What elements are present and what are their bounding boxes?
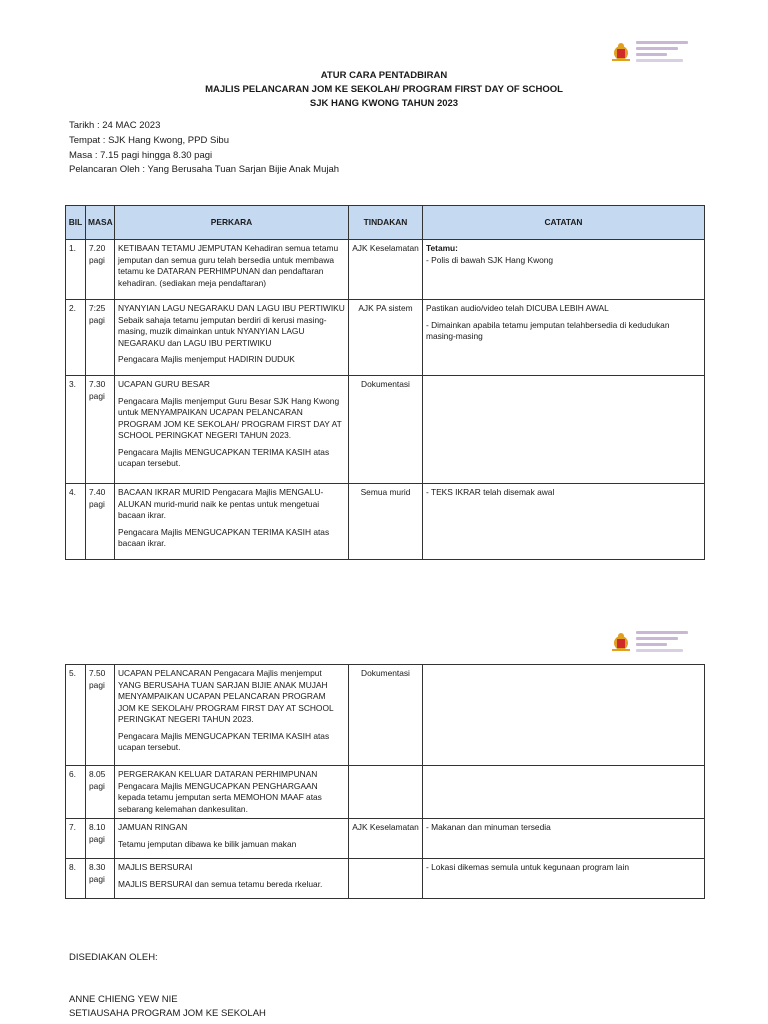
perkara-paragraph: KETIBAAN TETAMU JEMPUTAN Kehadiran semua tetamu jemputan dan semua guru telah bersedia untuk membawa tetamu ke DATARAN PERHIMPUNAN dan pendaftaran kehadiran. (sediakan meja pendaftaran)	[118, 243, 339, 288]
cell-tindakan: Dokumentasi	[349, 665, 423, 766]
cell-tindakan: AJK PA sistem	[349, 300, 423, 376]
kpm-logo	[610, 37, 690, 67]
cell-bil: 6.	[66, 766, 86, 819]
perkara-paragraph: BACAAN IKRAR MURID Pengacara Majlis MENGALU-ALUKAN murid-murid naik ke pentas untuk mengetuai bacaan ikrar.	[118, 487, 324, 520]
logo-text	[636, 41, 688, 65]
cell-catatan	[423, 859, 705, 899]
title-line-3: SJK HANG KWONG TAHUN 2023	[309, 98, 459, 109]
cell-perkara	[115, 376, 349, 484]
preparer-name: ANNE CHIENG YEW NIE	[69, 994, 178, 1005]
cell-bil: 8.	[66, 859, 86, 899]
cell-tindakan	[349, 766, 423, 819]
cell-bil: 1.	[66, 240, 86, 300]
cell-catatan	[423, 484, 705, 560]
perkara-paragraph: Tetamu jemputan dibawa ke bilik jamuan makan	[118, 838, 297, 849]
cell-bil: 4.	[66, 484, 86, 560]
cell-bil: 3.	[66, 376, 86, 484]
agenda-table-2	[65, 664, 705, 899]
catatan-paragraph: - Makanan dan minuman tersedia	[426, 822, 551, 832]
title-line-1: ATUR CARA PENTADBIRAN	[320, 70, 448, 81]
perkara-paragraph: JAMUAN RINGAN	[118, 822, 188, 832]
perkara-paragraph: MAJLIS BERSURAI dan semua tetamu bereda rkeluar.	[118, 878, 323, 889]
perkara-paragraph: MAJLIS BERSURAI	[118, 862, 193, 872]
perkara-paragraph: Pengacara Majlis menjemput Guru Besar SJK Hang Kwong untuk MENYAMPAIKAN UCAPAN PELANCARAN PROGRAM JOM KE SEKOLAH/ PROGRAM FIRST DAY AT SCHOOL PERINGKAT NEGERI TAHUN 2023.	[118, 395, 342, 440]
title-line-2: MAJLIS PELANCARAN JOM KE SEKOLAH/ PROGRAM FIRST DAY OF SCHOOL	[205, 84, 563, 95]
meta-tempat: Tempat : SJK Hang Kwong, PPD Sibu	[69, 135, 229, 146]
cell-masa: 7.40 pagi	[86, 484, 115, 560]
agenda-table-1	[65, 205, 705, 560]
perkara-paragraph: PERGERAKAN KELUAR DATARAN PERHIMPUNAN Pengacara Majlis MENGUCAPKAN PENGHARGAAN kepada tetamu jemputan serta MEMOHON MAAF atas sebarang kelemahan dankesulitan.	[118, 769, 322, 814]
perkara-paragraph: Pengacara Majlis MENGUCAPKAN TERIMA KASIH atas ucapan tersebut.	[118, 446, 330, 468]
cell-masa: 7:25 pagi	[86, 300, 115, 376]
crest-icon	[610, 631, 632, 653]
header-masa: MASA	[86, 206, 115, 240]
cell-tindakan: Dokumentasi	[349, 376, 423, 484]
meta-pelancaran: Pelancaran Oleh : Yang Berusaha Tuan Sarjan Bijie Anak Mujah	[69, 164, 340, 175]
cell-perkara	[115, 766, 349, 819]
cell-perkara	[115, 665, 349, 766]
perkara-paragraph: Pengacara Majlis MENGUCAPKAN TERIMA KASIH atas ucapan tersebut.	[118, 730, 330, 752]
catatan-paragraph: - Lokasi dikemas semula untuk kegunaan program lain	[426, 862, 629, 872]
cell-bil: 7.	[66, 819, 86, 859]
perkara-paragraph: UCAPAN GURU BESAR	[118, 379, 210, 389]
table-row	[66, 766, 705, 819]
cell-tindakan: AJK Keselamatan	[349, 240, 423, 300]
cell-catatan	[423, 819, 705, 859]
header-tindakan: TINDAKAN	[349, 206, 423, 240]
perkara-paragraph: NYANYIAN LAGU NEGARAKU DAN LAGU IBU PERTIWIKU Sebaik sahaja tetamu jemputan berdiri di kerusi masing-masing, muzik dimainkan untuk NYANYIAN LAGU NEGARAKU dan LAGU IBU PERTIWIKU	[118, 303, 345, 348]
cell-tindakan	[349, 859, 423, 899]
cell-perkara	[115, 484, 349, 560]
table-row	[66, 300, 705, 376]
catatan-paragraph: - Dimainkan apabila tetamu jemputan telahbersedia di kedudukan masing-masing	[426, 319, 670, 341]
catatan-paragraph: - TEKS IKRAR telah disemak awal	[426, 487, 555, 497]
cell-catatan	[423, 665, 705, 766]
table-row	[66, 240, 705, 300]
catatan-paragraph: Pastikan audio/video telah DICUBA LEBIH AWAL	[426, 303, 609, 313]
cell-tindakan: Semua murid	[349, 484, 423, 560]
header-bil: BIL	[66, 206, 86, 240]
cell-masa: 8.05 pagi	[86, 766, 115, 819]
cell-tindakan: AJK Keselamatan	[349, 819, 423, 859]
catatan-title: Tetamu:	[426, 243, 458, 253]
table-row	[66, 819, 705, 859]
perkara-paragraph: Pengacara Majlis menjemput HADIRIN DUDUK	[118, 354, 295, 364]
cell-perkara	[115, 240, 349, 300]
cell-masa: 7.50 pagi	[86, 665, 115, 766]
cell-catatan	[423, 766, 705, 819]
cell-catatan	[423, 300, 705, 376]
header-perkara: PERKARA	[115, 206, 349, 240]
perkara-paragraph: UCAPAN PELANCARAN Pengacara Majlis menjemput YANG BERUSAHA TUAN SARJAN BIJIE ANAK MUJAH MENYAMPAIKAN UCAPAN PELANCARAN PROGRAM JOM KE SEKOLAH/ PROGRAM FIRST DAY AT SCHOOL PERINGKAT NEGERI TAHUN 2023.	[118, 668, 334, 724]
crest-icon	[610, 41, 632, 63]
logo-text	[636, 631, 688, 655]
cell-masa: 7.20 pagi	[86, 240, 115, 300]
header-catatan: CATATAN	[423, 206, 705, 240]
table-row	[66, 859, 705, 899]
table-row	[66, 484, 705, 560]
cell-bil: 2.	[66, 300, 86, 376]
cell-masa: 7.30 pagi	[86, 376, 115, 484]
catatan-paragraph: - Polis di bawah SJK Hang Kwong	[426, 254, 554, 265]
meta-masa: Masa : 7.15 pagi hingga 8.30 pagi	[69, 150, 213, 161]
cell-catatan	[423, 376, 705, 484]
perkara-paragraph: Pengacara Majlis MENGUCAPKAN TERIMA KASIH atas bacaan ikrar.	[118, 526, 330, 548]
cell-catatan	[423, 240, 705, 300]
cell-masa: 8.30 pagi	[86, 859, 115, 899]
table-row	[66, 376, 705, 484]
cell-masa: 8.10 pagi	[86, 819, 115, 859]
table-row	[66, 665, 705, 766]
prepared-by-label: DISEDIAKAN OLEH:	[69, 952, 158, 963]
kpm-logo-2	[610, 627, 690, 657]
cell-perkara	[115, 819, 349, 859]
cell-perkara	[115, 300, 349, 376]
meta-tarikh: Tarikh : 24 MAC 2023	[69, 120, 161, 131]
cell-bil: 5.	[66, 665, 86, 766]
cell-perkara	[115, 859, 349, 899]
preparer-position: SETIAUSAHA PROGRAM JOM KE SEKOLAH	[69, 1008, 266, 1019]
